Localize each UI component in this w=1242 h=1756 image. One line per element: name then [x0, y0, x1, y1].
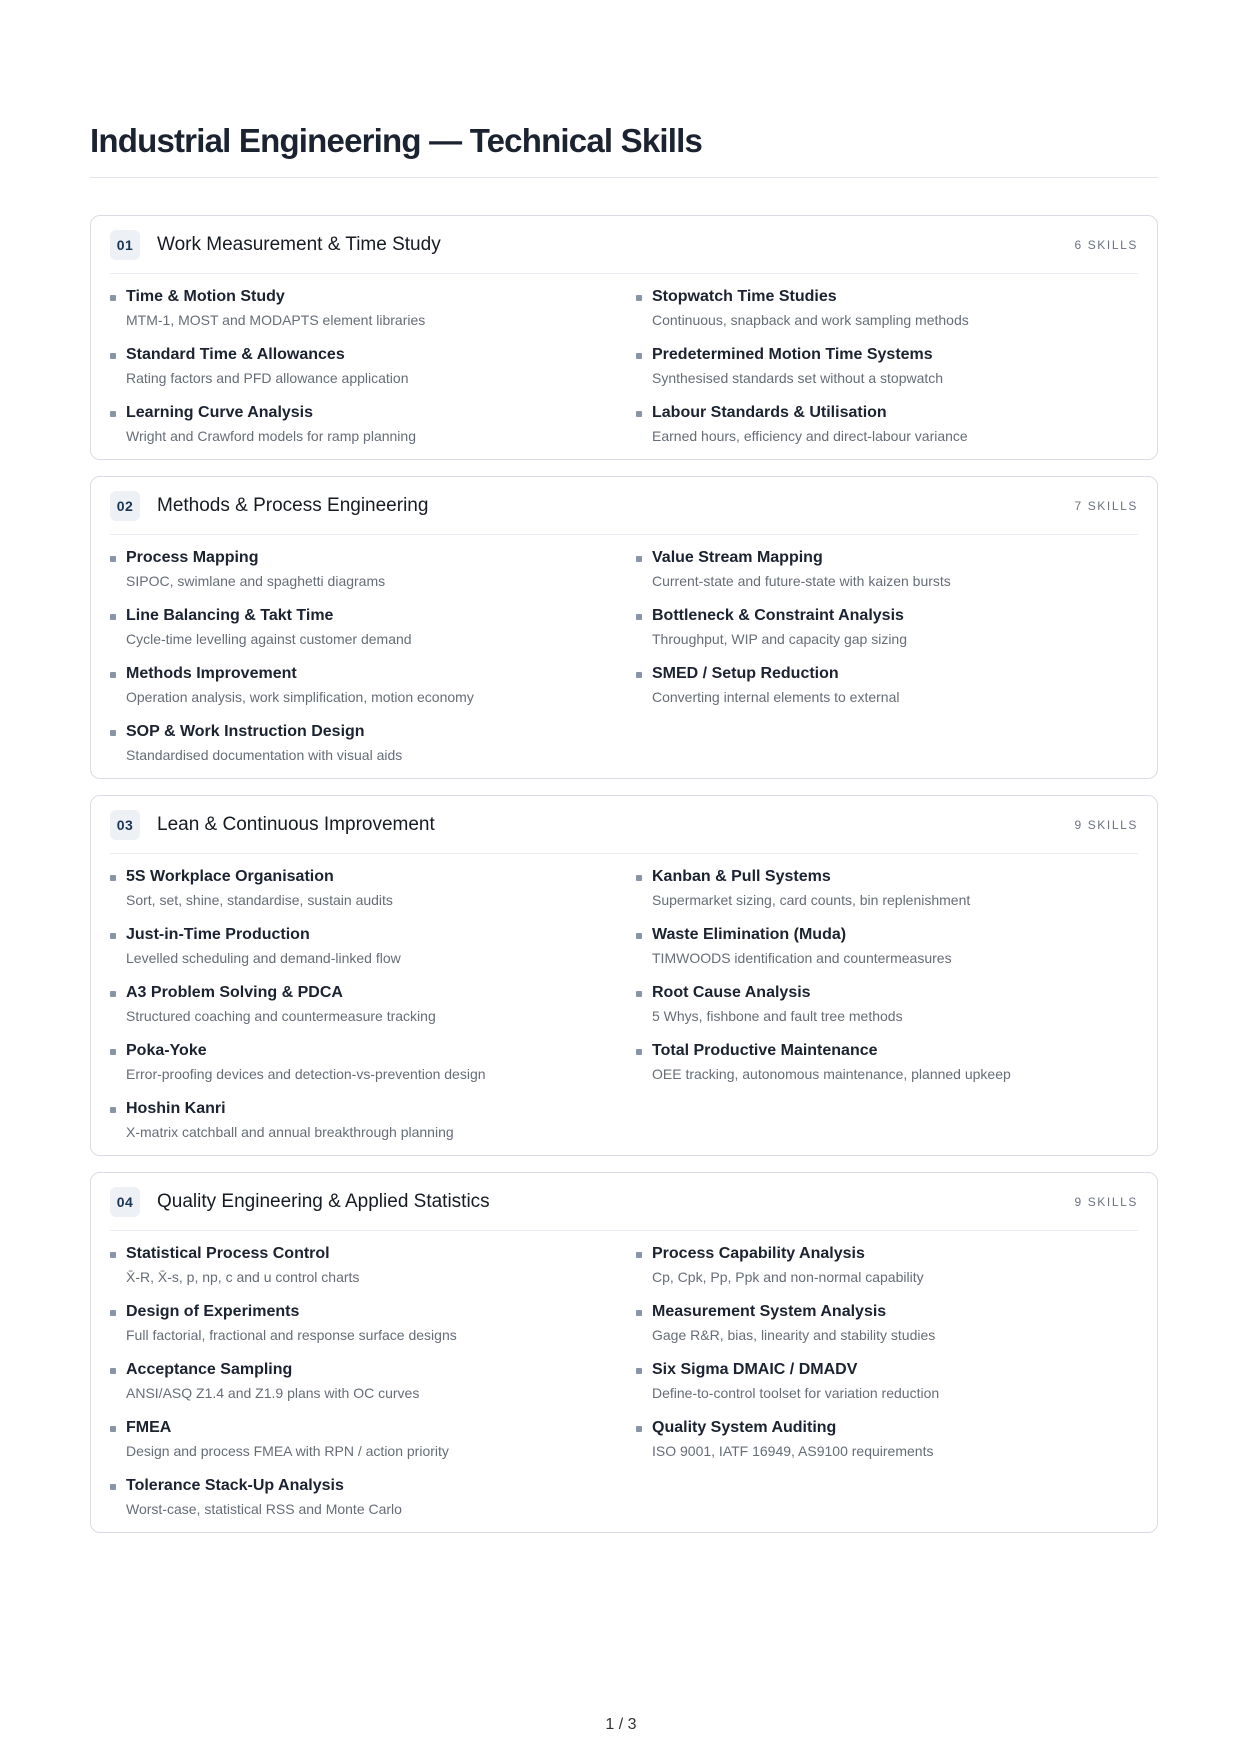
skill-name: Labour Standards & Utilisation [652, 404, 887, 421]
skill-description: Worst-case, statistical RSS and Monte Carlo [126, 1501, 402, 1517]
skill-description: Converting internal elements to external [652, 689, 900, 705]
skill-name: Just-in-Time Production [126, 926, 310, 943]
bullet-square-icon [110, 411, 116, 417]
sections-container [90, 215, 1158, 1533]
bullet-square-icon [110, 730, 116, 736]
bullet-square-icon [636, 933, 642, 939]
bullet-square-icon [110, 1368, 116, 1374]
skill-item [110, 1100, 636, 1141]
skill-item [636, 1245, 1138, 1286]
skill-item [110, 1419, 636, 1460]
skill-description: Rating factors and PFD allowance application [126, 370, 409, 386]
section-header [110, 230, 1138, 274]
skill-item [110, 607, 636, 648]
skill-item [636, 1042, 1138, 1083]
skill-description: Full factorial, fractional and response surface designs [126, 1327, 457, 1343]
skill-name: Quality System Auditing [652, 1419, 837, 1436]
skill-description: Define-to-control toolset for variation reduction [652, 1385, 940, 1401]
section-header [110, 1187, 1138, 1231]
skill-name: Statistical Process Control [126, 1245, 330, 1262]
skill-item [110, 926, 636, 967]
skill-description: Gage R&R, bias, linearity and stability studies [652, 1327, 936, 1343]
skill-item [636, 549, 1138, 590]
skill-description: OEE tracking, autonomous maintenance, planned upkeep [652, 1066, 1011, 1082]
bullet-square-icon [636, 672, 642, 678]
skill-description: Sort, set, shine, standardise, sustain audits [126, 892, 393, 908]
skill-name: Time & Motion Study [126, 288, 285, 305]
bullet-square-icon [110, 1310, 116, 1316]
skill-description: Standardised documentation with visual aids [126, 747, 403, 763]
skill-description: Structured coaching and countermeasure tracking [126, 1008, 436, 1024]
skill-item [636, 1303, 1138, 1344]
section-title: Lean & Continuous Improvement [157, 814, 435, 835]
skill-item [636, 984, 1138, 1025]
skill-name: SMED / Setup Reduction [652, 665, 839, 682]
section-title: Work Measurement & Time Study [157, 234, 441, 255]
skill-name: Hoshin Kanri [126, 1100, 226, 1117]
bullet-square-icon [636, 1310, 642, 1316]
skill-item [110, 1477, 636, 1518]
skill-name: Design of Experiments [126, 1303, 300, 1320]
skill-section [90, 1172, 1158, 1533]
section-number-badge: 03 [110, 810, 140, 840]
skill-name: Kanban & Pull Systems [652, 868, 831, 885]
skill-description: Operation analysis, work simplification, motion economy [126, 689, 474, 705]
section-title: Methods & Process Engineering [157, 495, 429, 516]
section-number-badge: 02 [110, 491, 140, 521]
skill-name: Six Sigma DMAIC / DMADV [652, 1361, 858, 1378]
skill-name: Value Stream Mapping [652, 549, 823, 566]
skill-item [110, 549, 636, 590]
bullet-square-icon [110, 614, 116, 620]
skill-description: Design and process FMEA with RPN / action priority [126, 1443, 449, 1459]
skill-count-label: 9 SKILLS [1074, 1195, 1138, 1209]
bullet-square-icon [110, 1426, 116, 1432]
bullet-square-icon [636, 1426, 642, 1432]
skill-description: Levelled scheduling and demand-linked flow [126, 950, 401, 966]
document-page [90, 124, 1158, 1549]
bullet-square-icon [636, 1049, 642, 1055]
title-divider [90, 177, 1158, 178]
skill-name: 5S Workplace Organisation [126, 868, 334, 885]
skill-name: Learning Curve Analysis [126, 404, 314, 421]
section-number-badge: 01 [110, 230, 140, 260]
bullet-square-icon [636, 353, 642, 359]
skill-name: FMEA [126, 1419, 172, 1436]
section-header [110, 810, 1138, 854]
skill-name: Predetermined Motion Time Systems [652, 346, 933, 363]
skill-count-label: 6 SKILLS [1074, 238, 1138, 252]
skills-grid [110, 288, 1138, 445]
skill-item [110, 665, 636, 706]
skill-name: A3 Problem Solving & PDCA [126, 984, 343, 1001]
skill-name: Stopwatch Time Studies [652, 288, 837, 305]
skill-item [110, 404, 636, 445]
skill-description: ISO 9001, IATF 16949, AS9100 requirements [652, 1443, 934, 1459]
skill-description: Error-proofing devices and detection-vs-prevention design [126, 1066, 486, 1082]
skill-description: Continuous, snapback and work sampling methods [652, 312, 969, 328]
bullet-square-icon [636, 875, 642, 881]
bullet-square-icon [636, 991, 642, 997]
bullet-square-icon [636, 295, 642, 301]
bullet-square-icon [110, 353, 116, 359]
section-title: Quality Engineering & Applied Statistics [157, 1191, 490, 1212]
skill-item [636, 607, 1138, 648]
skill-item [636, 1361, 1138, 1402]
bullet-square-icon [636, 1252, 642, 1258]
skill-count-label: 7 SKILLS [1074, 499, 1138, 513]
skill-item [110, 984, 636, 1025]
skill-item [636, 1419, 1138, 1460]
skill-name: Line Balancing & Takt Time [126, 607, 334, 624]
bullet-square-icon [636, 614, 642, 620]
skills-grid [110, 549, 1138, 764]
bullet-square-icon [110, 556, 116, 562]
bullet-square-icon [110, 991, 116, 997]
skill-name: SOP & Work Instruction Design [126, 723, 365, 740]
skill-description: Cp, Cpk, Pp, Ppk and non-normal capability [652, 1269, 924, 1285]
skill-item [110, 1303, 636, 1344]
skill-item [636, 288, 1138, 329]
skill-description: MTM-1, MOST and MODAPTS element libraries [126, 312, 426, 328]
bullet-square-icon [110, 875, 116, 881]
section-number-badge: 04 [110, 1187, 140, 1217]
bullet-square-icon [110, 1252, 116, 1258]
bullet-square-icon [636, 1368, 642, 1374]
skill-item [110, 346, 636, 387]
skill-name: Root Cause Analysis [652, 984, 811, 1001]
skill-description: Cycle-time levelling against customer demand [126, 631, 412, 647]
page-title: Industrial Engineering — Technical Skills [90, 122, 703, 159]
skill-item [636, 404, 1138, 445]
skill-name: Standard Time & Allowances [126, 346, 345, 363]
skill-item [636, 346, 1138, 387]
skill-description: Supermarket sizing, card counts, bin replenishment [652, 892, 971, 908]
skill-name: Process Mapping [126, 549, 259, 566]
skill-description: SIPOC, swimlane and spaghetti diagrams [126, 573, 386, 589]
bullet-square-icon [636, 556, 642, 562]
bullet-square-icon [110, 295, 116, 301]
skill-description: Wright and Crawford models for ramp planning [126, 428, 416, 444]
bullet-square-icon [110, 1107, 116, 1113]
skill-section [90, 215, 1158, 460]
skill-item [636, 926, 1138, 967]
skill-description: Earned hours, efficiency and direct-labour variance [652, 428, 968, 444]
bullet-square-icon [636, 411, 642, 417]
skill-description: Synthesised standards set without a stopwatch [652, 370, 944, 386]
skill-description: X-matrix catchball and annual breakthrough planning [126, 1124, 454, 1140]
skills-grid [110, 868, 1138, 1141]
skill-description: ANSI/ASQ Z1.4 and Z1.9 plans with OC curves [126, 1385, 420, 1401]
skill-name: Acceptance Sampling [126, 1361, 293, 1378]
skill-description: 5 Whys, fishbone and fault tree methods [652, 1008, 903, 1024]
skill-description: Current-state and future-state with kaizen bursts [652, 573, 951, 589]
skill-item [110, 868, 636, 909]
skill-name: Process Capability Analysis [652, 1245, 865, 1262]
skill-name: Methods Improvement [126, 665, 297, 682]
skill-name: Total Productive Maintenance [652, 1042, 878, 1059]
skill-section [90, 476, 1158, 779]
skill-name: Poka-Yoke [126, 1042, 207, 1059]
bullet-square-icon [110, 672, 116, 678]
skill-item [110, 1042, 636, 1083]
skill-name: Measurement System Analysis [652, 1303, 887, 1320]
page-number: 1 / 3 [605, 1716, 637, 1733]
bullet-square-icon [110, 1484, 116, 1490]
skill-item [110, 723, 636, 764]
skill-name: Bottleneck & Constraint Analysis [652, 607, 904, 624]
skill-item [110, 1245, 636, 1286]
skill-description: Throughput, WIP and capacity gap sizing [652, 631, 908, 647]
skill-name: Tolerance Stack-Up Analysis [126, 1477, 344, 1494]
skill-name: Waste Elimination (Muda) [652, 926, 847, 943]
skills-grid [110, 1245, 1138, 1518]
section-header [110, 491, 1138, 535]
skill-item [636, 868, 1138, 909]
skill-description: X̄-R, X̄-s, p, np, c and u control charts [126, 1269, 360, 1285]
skill-item [636, 665, 1138, 706]
bullet-square-icon [110, 1049, 116, 1055]
skill-section [90, 795, 1158, 1156]
skill-item [110, 1361, 636, 1402]
skill-item [110, 288, 636, 329]
skill-description: TIMWOODS identification and countermeasures [652, 950, 952, 966]
skill-count-label: 9 SKILLS [1074, 818, 1138, 832]
bullet-square-icon [110, 933, 116, 939]
